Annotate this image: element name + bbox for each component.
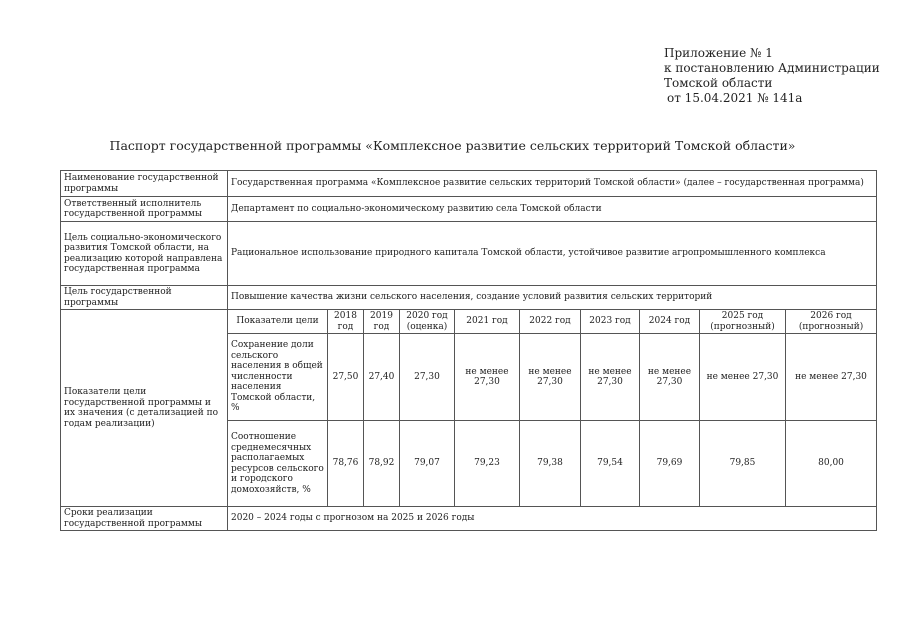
row-label: Цель социально-экономического развития Томской области, на реализацию которой направлена государственная программа bbox=[61, 222, 228, 286]
table-row bbox=[61, 286, 877, 310]
row-value: Рациональное использование природного капитала Томской области, устойчивое развитие агропромышленного комплекса bbox=[228, 222, 877, 286]
indicator-value: не менее 27,30 bbox=[455, 334, 520, 421]
indicator-value: 79,38 bbox=[520, 421, 581, 507]
row-label: Ответственный исполнитель государственной программы bbox=[61, 197, 228, 222]
indicator-value: 79,69 bbox=[640, 421, 700, 507]
row-label: Цель государственной программы bbox=[61, 286, 228, 310]
appendix-note bbox=[664, 46, 880, 106]
row-label: Сроки реализации государственной программы bbox=[61, 507, 228, 531]
indicators-header-row bbox=[61, 310, 877, 334]
indicator-value: 79,54 bbox=[581, 421, 640, 507]
row-value: Департамент по социально-экономическому развитию села Томской области bbox=[228, 197, 877, 222]
indicator-value: не менее 27,30 bbox=[786, 334, 877, 421]
indicator-value: не менее 27,30 bbox=[700, 334, 786, 421]
indicator-value: 27,40 bbox=[364, 334, 400, 421]
appendix-line: к постановлению Администрации bbox=[664, 61, 880, 75]
row-value: Повышение качества жизни сельского населения, создание условий развития сельских территорий bbox=[228, 286, 877, 310]
page-title: Паспорт государственной программы «Комплексное развитие сельских территорий Томской области» bbox=[109, 138, 796, 153]
table-row bbox=[61, 222, 877, 286]
column-header: 2026 год (прогнозный) bbox=[786, 310, 877, 334]
column-header: Показатели цели bbox=[228, 310, 328, 334]
indicator-value: 27,30 bbox=[400, 334, 455, 421]
indicator-name: Сохранение доли сельского населения в общей численности населения Томской области, % bbox=[228, 334, 328, 421]
indicator-value: 79,23 bbox=[455, 421, 520, 507]
indicator-value: не менее 27,30 bbox=[640, 334, 700, 421]
indicator-name: Соотношение среднемесячных располагаемых ресурсов сельского и городского домохозяйств, % bbox=[228, 421, 328, 507]
indicator-value: 78,92 bbox=[364, 421, 400, 507]
appendix-line: от 15.04.2021 № 141а bbox=[667, 91, 803, 105]
indicator-value: 79,85 bbox=[700, 421, 786, 507]
column-header: 2023 год bbox=[581, 310, 640, 334]
table-row bbox=[61, 171, 877, 197]
appendix-line: Томской области bbox=[664, 76, 773, 90]
indicator-value: 79,07 bbox=[400, 421, 455, 507]
row-label: Наименование государственной программы bbox=[61, 171, 228, 197]
row-label: Показатели цели государственной программы и их значения (с детализацией по годам реализации) bbox=[61, 310, 228, 507]
column-header: 2018 год bbox=[328, 310, 364, 334]
indicator-value: 80,00 bbox=[786, 421, 877, 507]
passport-table bbox=[60, 170, 877, 531]
column-header: 2025 год (прогнозный) bbox=[700, 310, 786, 334]
table-row bbox=[61, 197, 877, 222]
row-value: Государственная программа «Комплексное развитие сельских территорий Томской области» (далее – государственная программа) bbox=[228, 171, 877, 197]
indicator-value: 27,50 bbox=[328, 334, 364, 421]
column-header: 2022 год bbox=[520, 310, 581, 334]
column-header: 2020 год (оценка) bbox=[400, 310, 455, 334]
table-row bbox=[61, 507, 877, 531]
column-header: 2021 год bbox=[455, 310, 520, 334]
row-value: 2020 – 2024 годы с прогнозом на 2025 и 2026 годы bbox=[228, 507, 877, 531]
indicator-value: не менее 27,30 bbox=[520, 334, 581, 421]
appendix-line: Приложение № 1 bbox=[664, 46, 773, 60]
indicator-value: не менее 27,30 bbox=[581, 334, 640, 421]
indicator-value: 78,76 bbox=[328, 421, 364, 507]
column-header: 2019 год bbox=[364, 310, 400, 334]
column-header: 2024 год bbox=[640, 310, 700, 334]
